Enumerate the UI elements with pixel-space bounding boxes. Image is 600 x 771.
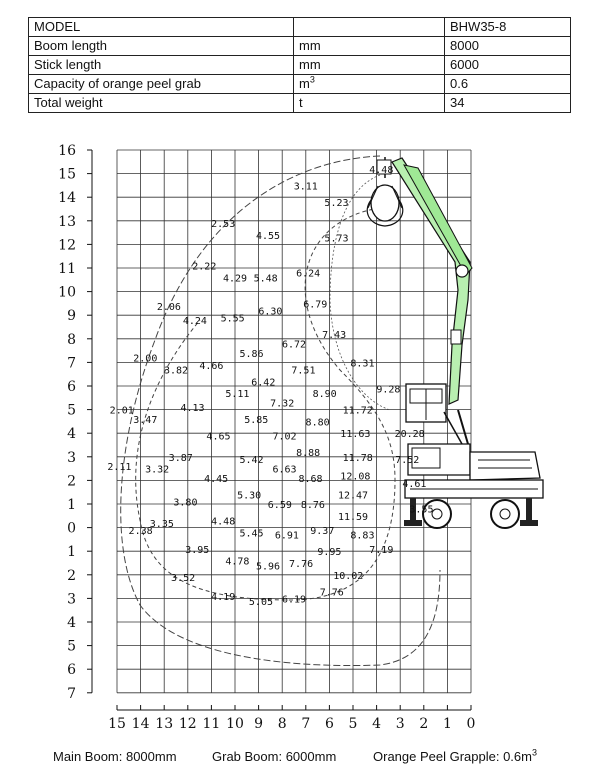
x-tick-label: 14 bbox=[131, 716, 150, 732]
capacity-value-label: 3.52 bbox=[171, 573, 196, 585]
y-tick-label: 11 bbox=[58, 261, 76, 277]
spec-value: 34 bbox=[445, 94, 571, 113]
y-tick-label: 6 bbox=[67, 662, 76, 679]
y-tick-label: 16 bbox=[58, 143, 76, 159]
capacity-value-label: 7.43 bbox=[322, 330, 347, 342]
capacity-value-label: 8.90 bbox=[312, 389, 337, 401]
capacity-value-label: 7.51 bbox=[291, 365, 316, 377]
capacity-value-label: 5.96 bbox=[255, 561, 281, 573]
spec-label: Stick length bbox=[29, 56, 294, 75]
capacity-value-label: 5.30 bbox=[237, 490, 262, 502]
capacity-value-label: 5.48 bbox=[253, 273, 278, 285]
capacity-value-label: 6.24 bbox=[296, 268, 321, 280]
y-tick-label: 1 bbox=[67, 497, 76, 513]
capacity-value-label: 5.42 bbox=[239, 455, 264, 467]
capacity-value-label: 5.23 bbox=[324, 197, 349, 209]
capacity-value-label: 2.01 bbox=[109, 405, 134, 417]
capacity-value-label: 5.11 bbox=[225, 389, 250, 401]
capacity-value-label: 4.29 bbox=[222, 273, 248, 285]
capacity-value-label: 4.66 bbox=[199, 360, 224, 372]
outer-working-range-curve bbox=[121, 156, 440, 666]
spec-unit-exponent: 3 bbox=[309, 74, 315, 85]
capacity-value-label: 2.11 bbox=[107, 462, 132, 474]
capacity-value-label: 4.45 bbox=[204, 474, 229, 486]
capacity-value-label: 4.61 bbox=[402, 478, 427, 490]
excavator-illustration bbox=[367, 157, 543, 528]
footer-grapple-exponent: 3 bbox=[531, 747, 537, 758]
capacity-value-label: 2.00 bbox=[133, 353, 158, 365]
x-tick-label: 5 bbox=[348, 716, 358, 732]
capacity-value-label: 8.76 bbox=[300, 500, 325, 511]
capacity-value-label: 7.76 bbox=[289, 559, 314, 570]
y-tick-label: 5 bbox=[67, 402, 76, 419]
capacity-value-label: 8.83 bbox=[350, 530, 375, 542]
y-tick-label: 13 bbox=[58, 213, 76, 230]
y-tick-label: 2 bbox=[67, 473, 76, 490]
capacity-value-label: 4.48 bbox=[211, 516, 236, 528]
y-tick-label: 1 bbox=[67, 544, 76, 561]
x-tick-label: 13 bbox=[155, 716, 174, 732]
capacity-value-label: 6.42 bbox=[251, 377, 276, 389]
y-tick-label: 5 bbox=[67, 638, 76, 655]
spec-label: Boom length bbox=[29, 37, 294, 56]
excavator-counterweight bbox=[470, 452, 540, 480]
capacity-value-label: 4.19 bbox=[211, 592, 236, 604]
capacity-value-label: 3.87 bbox=[168, 452, 193, 464]
capacity-value-label: 2.06 bbox=[156, 301, 181, 313]
capacity-value-label: 3.35 bbox=[149, 518, 174, 530]
y-tick-label: 8 bbox=[67, 331, 76, 348]
y-tick-label: 7 bbox=[67, 685, 76, 702]
capacity-value-label: 3.95 bbox=[185, 544, 210, 556]
x-tick-label: 15 bbox=[108, 716, 126, 732]
spec-label: Capacity of orange peel grab bbox=[29, 75, 294, 94]
capacity-value-label: 6.19 bbox=[281, 594, 307, 606]
capacity-value-label: 4.78 bbox=[225, 556, 250, 568]
spec-unit: t bbox=[294, 94, 445, 113]
capacity-value-label: 12.47 bbox=[337, 490, 369, 502]
x-tick-label: 8 bbox=[277, 716, 287, 732]
y-tick-label: 6 bbox=[67, 379, 76, 395]
capacity-value-label: 8.80 bbox=[305, 417, 330, 429]
y-tick-label: 7 bbox=[67, 355, 76, 372]
spec-value: 8000 bbox=[445, 37, 571, 56]
capacity-value-label: 5.73 bbox=[324, 233, 349, 245]
x-tick-label: 12 bbox=[178, 716, 197, 732]
capacity-value-label: 5.45 bbox=[239, 528, 264, 540]
capacity-value-label: 4.48 bbox=[369, 164, 394, 176]
capacity-value-label: 3.82 bbox=[163, 365, 189, 377]
capacity-value-label: 7.76 bbox=[319, 587, 344, 599]
capacity-value-label: 4.24 bbox=[182, 315, 207, 327]
x-tick-label: 6 bbox=[324, 716, 334, 732]
capacity-value-label: 3.11 bbox=[293, 181, 318, 193]
x-tick-label: 3 bbox=[395, 716, 405, 732]
capacity-value-label: 8.68 bbox=[298, 474, 323, 486]
spec-label: MODEL bbox=[29, 18, 294, 37]
x-tick-label: 11 bbox=[202, 716, 221, 732]
capacity-value-label: 2.38 bbox=[128, 525, 153, 537]
spec-unit: mm bbox=[294, 56, 445, 75]
y-tick-label: 2 bbox=[67, 567, 76, 584]
capacity-value-label: 11.72 bbox=[342, 405, 373, 417]
capacity-value-label: 5.05 bbox=[248, 596, 274, 608]
y-axis-ticks bbox=[58, 143, 92, 702]
y-tick-label: 4 bbox=[67, 615, 76, 631]
capacity-value-label: 7.02 bbox=[272, 431, 297, 443]
capacity-value-label: 8.88 bbox=[296, 448, 321, 460]
spec-label: Total weight bbox=[29, 94, 294, 113]
boom-pivot-icon bbox=[456, 265, 468, 277]
x-tick-label: 10 bbox=[226, 716, 244, 732]
excavator-stick bbox=[404, 165, 472, 275]
capacity-value-label: 6.72 bbox=[281, 339, 307, 351]
spec-value: 0.6 bbox=[445, 75, 571, 94]
capacity-value-label: 5.85 bbox=[244, 415, 269, 427]
spec-unit: m bbox=[299, 76, 310, 91]
capacity-value-label: 7.32 bbox=[270, 398, 295, 410]
footer-grab-boom: Grab Boom: 6000mm bbox=[212, 749, 337, 764]
capacity-value-label: 5.86 bbox=[239, 348, 264, 360]
capacity-value-label: 3.47 bbox=[133, 415, 158, 427]
footer-grapple bbox=[373, 749, 537, 764]
footer-main-boom: Main Boom: 8000mm bbox=[53, 749, 177, 764]
y-tick-label: 10 bbox=[58, 284, 76, 301]
capacity-value-label: 4.55 bbox=[255, 230, 281, 242]
y-tick-label: 3 bbox=[67, 591, 76, 608]
capacity-value-label: 7.19 bbox=[369, 544, 394, 556]
capacity-value-label: 12.08 bbox=[340, 471, 371, 483]
y-tick-label: 3 bbox=[67, 449, 76, 466]
y-tick-label: 0 bbox=[67, 520, 76, 537]
x-tick-label: 0 bbox=[466, 716, 476, 732]
capacity-value-label: 9.28 bbox=[376, 384, 401, 396]
capacity-value-label: 2.22 bbox=[192, 261, 217, 273]
capacity-value-label: 6.59 bbox=[267, 500, 292, 511]
y-tick-label: 14 bbox=[58, 190, 76, 207]
y-tick-label: 9 bbox=[67, 308, 76, 325]
capacity-value-label: 8.31 bbox=[350, 358, 375, 370]
capacity-value-label: 5.55 bbox=[220, 313, 245, 325]
spec-unit: mm bbox=[294, 37, 445, 56]
capacity-value-label: 4.13 bbox=[180, 403, 205, 415]
capacity-value-label: 11.59 bbox=[337, 511, 369, 523]
capacity-value-label: 9.37 bbox=[310, 525, 335, 537]
y-tick-label: 15 bbox=[58, 166, 76, 183]
footer-grapple-label: Orange Peel Grapple: 0.6m bbox=[373, 749, 532, 764]
capacity-value-label: 9.95 bbox=[317, 547, 342, 559]
capacity-value-label: 4.65 bbox=[206, 431, 231, 443]
capacity-value-label: 6.79 bbox=[303, 299, 328, 311]
spec-value: 6000 bbox=[445, 56, 571, 75]
x-tick-label: 7 bbox=[301, 716, 311, 732]
capacity-value-label: 3.80 bbox=[173, 497, 198, 509]
x-tick-label: 1 bbox=[442, 716, 452, 732]
capacity-value-label: 2.53 bbox=[211, 219, 236, 231]
x-axis-ticks bbox=[108, 705, 475, 732]
capacity-value-label: 6.30 bbox=[258, 306, 283, 318]
capacity-value-label: 6.91 bbox=[274, 530, 299, 542]
capacity-value-label: 7.52 bbox=[395, 455, 420, 467]
y-tick-label: 4 bbox=[67, 426, 76, 443]
capacity-value-label: 3.55 bbox=[409, 504, 434, 516]
x-tick-label: 4 bbox=[372, 716, 382, 732]
capacity-value-label: 10.02 bbox=[333, 570, 364, 582]
x-tick-label: 9 bbox=[254, 716, 264, 732]
capacity-value-label: 11.78 bbox=[342, 452, 373, 464]
capacity-value-label: 11.63 bbox=[340, 429, 371, 441]
capacity-value-label: 6.63 bbox=[272, 464, 297, 476]
hydraulic-cylinder bbox=[451, 330, 461, 344]
y-tick-label: 12 bbox=[58, 237, 76, 254]
capacity-value-label: 3.32 bbox=[145, 464, 170, 476]
x-tick-label: 2 bbox=[419, 716, 429, 732]
spec-value: BHW35-8 bbox=[445, 18, 571, 37]
capacity-value-label: 20.28 bbox=[394, 429, 425, 441]
